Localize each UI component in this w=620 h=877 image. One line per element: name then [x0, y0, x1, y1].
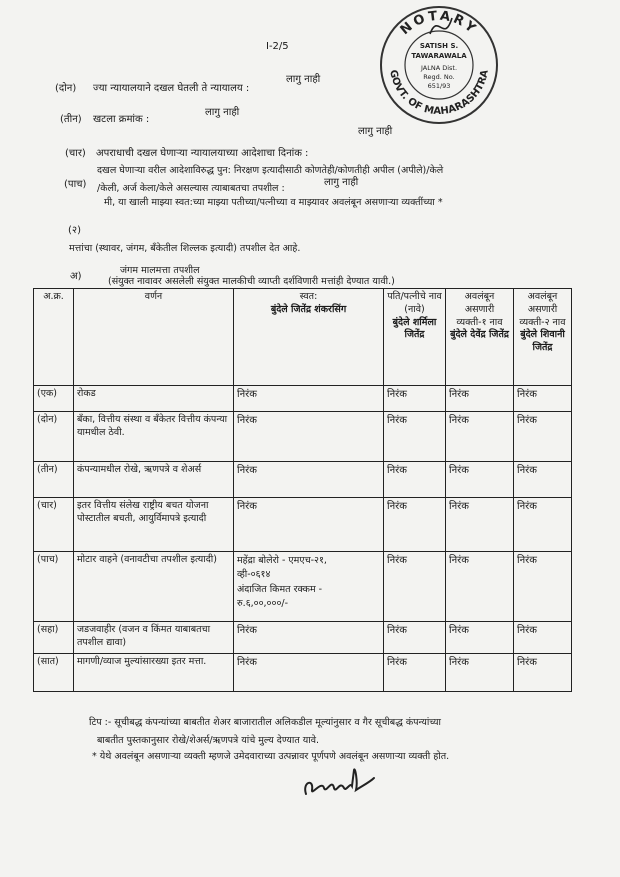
stamp-place: JALNA Dist. — [420, 64, 458, 72]
vehicle-line1: महेंद्रा बोलेरो - एमएच-२१, — [237, 555, 327, 566]
header-dep2-label: अवलंबून असणारी व्यक्ती-२ नाव — [519, 291, 566, 328]
cell-dep1: निरंक — [446, 412, 514, 462]
cell-spouse: निरंक — [384, 412, 446, 462]
item-five-value: लागु नाही — [324, 177, 359, 188]
cell-spouse: निरंक — [384, 552, 446, 622]
handwritten-signature — [300, 760, 380, 800]
row-num: (पाच) — [34, 552, 74, 622]
section-a-subtitle: (संयुक्त नावावर असलेली संयुक्त मालकीची व्याप्ती दर्शविणारी मत्तांही देण्यात यावी.) — [108, 276, 395, 287]
item-four-text: अपराधाची दखल घेणाऱ्या न्यायालयाच्या आदेशाचा दिनांक : — [96, 148, 309, 159]
cell-self: निरंक — [234, 412, 384, 462]
row-desc: मागणी/व्याज मुल्यांसारख्या इतर मत्ता. — [74, 654, 234, 692]
section2-line1: मी, या खाली माझ्या स्वत:च्या माझ्या पतीच्या/पत्नीच्या व माझ्यावर अवलंबून असणाऱ्या व्यक्तींच्या * — [104, 197, 443, 208]
note-line2: बाबतीत पुस्तकानुसार रोखे/शेअर्स/ऋणपत्रे यांचे मुल्य देण्यात यावे. — [97, 735, 320, 746]
row-desc: इतर वित्तीय संलेख राष्ट्रीय बचत योजना पोस्टातील बचती, आयुर्विमापत्रे इत्यादी — [74, 498, 234, 552]
row-num: (तीन) — [34, 462, 74, 498]
row-desc: कंपन्यामधील रोखे, ऋणपत्रे व शेअर्स — [74, 462, 234, 498]
cell-self-vehicle — [234, 552, 384, 622]
header-spouse — [384, 289, 446, 386]
cell-self: निरंक — [234, 498, 384, 552]
cell-dep2: निरंक — [514, 412, 572, 462]
cell-dep1: निरंक — [446, 386, 514, 412]
header-spouse-label: पति/पत्नीचे नाव (नावे) — [387, 291, 442, 315]
cell-spouse: निरंक — [384, 498, 446, 552]
row-desc: रोकड — [74, 386, 234, 412]
movable-assets-table — [33, 288, 572, 692]
header-sr: अ.क्र. — [34, 289, 74, 386]
table-row — [34, 552, 572, 622]
cell-self: निरंक — [234, 462, 384, 498]
item-three-text: खटला क्रमांक : — [93, 114, 150, 125]
table-row — [34, 412, 572, 462]
header-spouse-name: बुंदेले शर्मिला जितेंद्र — [392, 316, 437, 341]
item-two-text: ज्या न्यायालयाने दखल घेतली ते न्यायालय : — [93, 83, 250, 94]
item-five-text: दखल घेणाऱ्या वरील आदेशाविरुद्ध पुन: निरक्षण इत्यादीसाठी कोणतेही/कोणतीही अपील (अपीले)/केले — [97, 165, 444, 176]
note-line1: टिप :- सूचीबद्ध कंपन्यांच्या बाबतीत शेअर बाजारातील अलिकडील मूल्यांनुसार व गैर सूचीबद्ध कंपन्यांच्या — [89, 717, 442, 728]
header-dep1 — [446, 289, 514, 386]
row-num: (दोन) — [34, 412, 74, 462]
row-num: (एक) — [34, 386, 74, 412]
item-five-text2: /केली, अर्ज केला/केले असल्यास त्याबाबतचा तपशील : — [97, 183, 285, 194]
cell-dep2: निरंक — [514, 386, 572, 412]
header-dep1-name: बुंदेले देवेंद्र जितेंद्र — [450, 329, 509, 341]
cell-dep1: निरंक — [446, 498, 514, 552]
page-number: I-2/5 — [266, 41, 289, 52]
row-num: (सात) — [34, 654, 74, 692]
cell-dep2: निरंक — [514, 498, 572, 552]
table-row — [34, 622, 572, 654]
cell-dep1: निरंक — [446, 622, 514, 654]
stamp-name1: SATISH S. — [419, 42, 459, 50]
header-self-name: बुंदेले जितेंद्र शंकरसिंग — [270, 303, 347, 315]
cell-spouse: निरंक — [384, 462, 446, 498]
stamp-num: 651/93 — [427, 82, 451, 90]
stamp-regd: Regd. No. — [423, 73, 455, 81]
item-two-num: (दोन) — [55, 83, 77, 94]
cell-dep2: निरंक — [514, 462, 572, 498]
row-num: (चार) — [34, 498, 74, 552]
header-self-label: स्वत: — [299, 291, 318, 302]
section2-num: (२) — [68, 225, 82, 236]
cell-self: निरंक — [234, 654, 384, 692]
stamp-name2: TAWARAWALA — [411, 52, 467, 60]
row-desc: बँका, वित्तीय संस्था व बँकेतर वित्तीय कंपन्या यामधील ठेवी. — [74, 412, 234, 462]
section-a-title: जंगम मालमत्ता तपशील — [120, 265, 200, 276]
notary-stamp — [378, 4, 500, 126]
table-row — [34, 654, 572, 692]
row-num: (सहा) — [34, 622, 74, 654]
cell-dep2: निरंक — [514, 552, 572, 622]
cell-self: निरंक — [234, 386, 384, 412]
header-dep1-label: अवलंबून असणारी व्यक्ती-१ नाव — [456, 291, 503, 328]
cell-self: निरंक — [234, 622, 384, 654]
table-row — [34, 386, 572, 412]
cell-dep2: निरंक — [514, 654, 572, 692]
cell-dep2: निरंक — [514, 622, 572, 654]
cell-spouse: निरंक — [384, 654, 446, 692]
section-a-num: अ) — [70, 271, 82, 282]
item-four-value: लागु नाही — [358, 126, 393, 137]
cell-spouse: निरंक — [384, 622, 446, 654]
cell-dep1: निरंक — [446, 462, 514, 498]
table-header-row — [34, 289, 572, 386]
stamp-top-text: NOTARY — [397, 8, 481, 39]
item-two-value: लागु नाही — [286, 74, 321, 85]
item-five-num: (पाच) — [64, 179, 87, 190]
table-row — [34, 498, 572, 552]
header-dep2 — [514, 289, 572, 386]
table-row — [34, 462, 572, 498]
item-three-value: लागु नाही — [205, 107, 240, 118]
cell-spouse: निरंक — [384, 386, 446, 412]
cell-dep1: निरंक — [446, 654, 514, 692]
section2-line2: मत्तांचा (स्थावर, जंगम, बँकेतील शिल्लक इत्यादी) तपशील देत आहे. — [69, 243, 301, 254]
item-three-num: (तीन) — [60, 114, 82, 125]
cell-dep1: निरंक — [446, 552, 514, 622]
vehicle-line3: अंदाजित किमत रक्कम - — [237, 583, 323, 595]
header-dep2-name: बुंदेले शिवानी जितेंद्र — [520, 329, 565, 354]
header-desc: वर्णन — [74, 289, 234, 386]
note-line3: * येथे अवलंबून असणाऱ्या व्यक्ती म्हणजे उमेदवाराच्या उत्पन्नावर पूर्णपणे अवलंबून असणाऱ्या व्यक्ती होत. — [92, 751, 450, 762]
row-desc: मोटार वाहने (वनावटीचा तपशील इत्यादी) — [74, 552, 234, 622]
header-self — [234, 289, 384, 386]
svg-text:NOTARY — [398, 9, 481, 38]
vehicle-line4: रु.६,००,०००/- — [237, 597, 289, 609]
stamp-bottom-text: GOVT. OF MAHARASHTRA — [387, 68, 491, 118]
item-four-num: (चार) — [65, 148, 86, 159]
row-desc: जडजवाहीर (वजन व किंमत याबाबतचा तपशील द्यावा) — [74, 622, 234, 654]
vehicle-line2: व्ही-०६१४ — [237, 569, 271, 581]
